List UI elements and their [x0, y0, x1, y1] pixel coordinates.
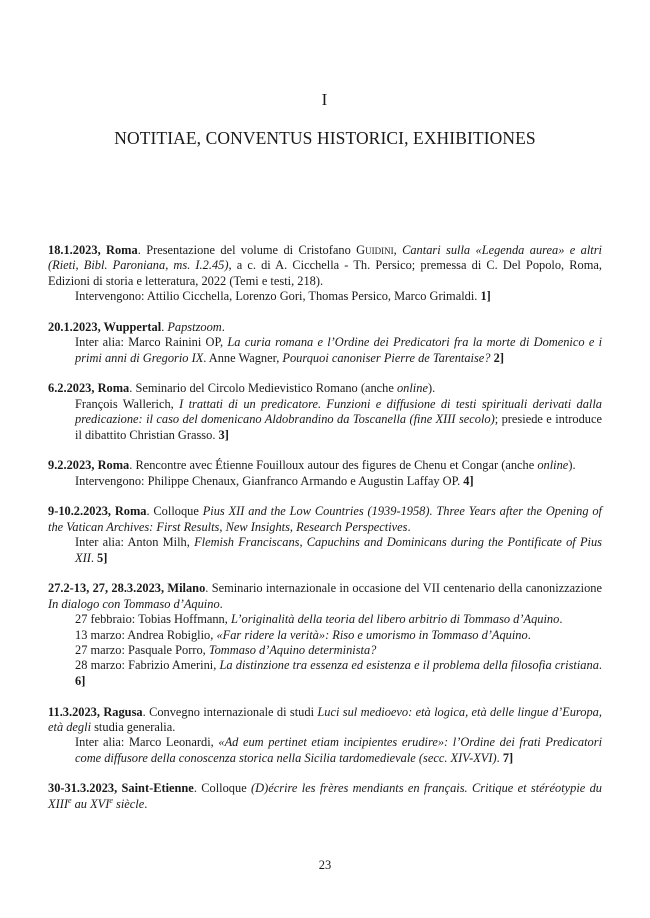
- speaker-line: [48, 735, 602, 766]
- separator: .: [205, 581, 212, 596]
- italic-title-text: au XVI: [71, 796, 110, 811]
- text-segment: ; presiede e introduce il dibattito Christian Grasso.: [75, 412, 602, 442]
- speaker-line: [48, 289, 602, 304]
- text-segment: 27 marzo: Pasquale Porro,: [75, 643, 209, 658]
- speaker-line: [48, 628, 602, 643]
- speaker-line: [48, 474, 602, 489]
- text-segment: .: [219, 596, 223, 611]
- event-date-place: 18.1.2023, Roma: [48, 243, 138, 257]
- text-segment: ).: [568, 458, 576, 473]
- event-entry: [48, 781, 602, 812]
- text-segment: Presentazione del volume di Cristofano: [146, 243, 357, 257]
- separator: .: [129, 458, 136, 473]
- event-list: [48, 243, 602, 828]
- speaker-line: [48, 658, 602, 689]
- separator: .: [129, 381, 136, 396]
- text-segment: . Anne Wagner,: [203, 350, 283, 365]
- chapter-title: NOTITIAE, CONVENTUS HISTORICI, EXHIBITIONES: [114, 128, 536, 148]
- event-header: [48, 458, 602, 473]
- page-number: 23: [318, 858, 332, 872]
- italic-title-text: «Ad eum pertinet etiam incipientes erudire»: l’Ordine dei frati Predicatori come diffusore della conoscenza storica nella Sicilia tardomedievale (secc. XIV-XVI): [75, 735, 603, 765]
- text-segment: 13 marzo: Andrea Robiglio,: [75, 627, 217, 642]
- entry-number: 3]: [218, 427, 229, 442]
- italic-title-text: online: [537, 458, 569, 473]
- event-header: [48, 320, 602, 335]
- separator: .: [137, 243, 147, 257]
- text-segment: Seminario del Circolo Medievistico Romano (anche: [135, 381, 397, 396]
- text-segment: ,: [393, 243, 403, 257]
- separator: .: [161, 319, 168, 334]
- speaker-line: [48, 612, 602, 627]
- event-header: [48, 243, 602, 289]
- text-segment: .: [527, 627, 531, 642]
- italic-title-text: In dialogo con Tommaso d’Aquino: [48, 596, 220, 611]
- event-entry: [48, 320, 602, 366]
- italic-title-text: online: [396, 381, 428, 396]
- separator: .: [193, 781, 202, 796]
- text-segment: Convegno internazionale di studi: [149, 704, 318, 719]
- italic-title-text: e: [109, 795, 113, 805]
- text-segment: Inter alia: Marco Leonardi,: [75, 735, 219, 750]
- entry-number: 6]: [75, 673, 86, 688]
- text-segment: .: [559, 612, 563, 627]
- italic-title-text: (D)écrire les frères mendiants en français. Critique et stéréotypie du XIII: [48, 781, 603, 811]
- italic-title-text: La distinzione tra essenza ed esistenza e il problema della filosofia cristiana: [219, 658, 599, 673]
- entry-number: 4]: [463, 473, 474, 488]
- text-segment: Intervengono: Philippe Chenaux, Gianfranco Armando e Augustin Laffay OP.: [75, 473, 464, 488]
- event-header: [48, 581, 602, 612]
- event-entry: [48, 381, 602, 443]
- text-segment: .: [598, 658, 602, 673]
- event-entry: [48, 243, 602, 305]
- event-date-place: 6.2.2023, Roma: [48, 381, 130, 396]
- italic-title-text: Flemish Franciscans, Capuchins and Dominicans during the Pontificate of Pius XII: [75, 535, 602, 565]
- entry-number: 5]: [97, 550, 108, 565]
- text-segment: Inter alia: Anton Milh,: [75, 535, 195, 550]
- italic-title-text: e: [67, 795, 72, 805]
- italic-title-text: L’originalità della teoria del libero arbitrio di Tommaso d’Aquino: [230, 612, 560, 627]
- text-segment: .: [144, 796, 148, 811]
- event-header: [48, 705, 602, 736]
- event-entry: [48, 458, 602, 489]
- event-header: [48, 504, 602, 535]
- italic-title-text: Pius XII and the Low Countries (1939-1958). Three Years after the Opening of the Vatican Archives: First Results, New Insights, Research Perspectives: [48, 504, 602, 534]
- separator: .: [146, 504, 154, 519]
- text-segment: Intervengono: Attilio Cicchella, Lorenzo Gori, Thomas Persico, Marco Grimaldi.: [75, 289, 481, 304]
- text-segment: Seminario internazionale in occasione del VII centenario della canonizzazione: [211, 581, 602, 596]
- text-segment: François Wallerich,: [75, 396, 180, 411]
- text-segment: studia generalia.: [91, 719, 176, 734]
- text-segment: 27 febbraio: Tobias Hoffmann,: [75, 612, 231, 627]
- chapter-number: I: [321, 90, 329, 109]
- entry-number: 7]: [502, 750, 514, 765]
- italic-title-text: siècle: [112, 796, 145, 811]
- text-segment: .: [90, 550, 98, 565]
- italic-title-text: La curia romana e l’Ordine dei Predicatori fra la morte di Domenico e i primi anni di Gregorio IX: [75, 335, 603, 365]
- event-entry: [48, 581, 602, 689]
- event-date-place: 9-10.2.2023, Roma: [48, 504, 147, 519]
- speaker-line: [48, 535, 602, 566]
- speaker-line: [48, 643, 602, 658]
- text-segment: Rencontre avec Étienne Fouilloux autour des figures de Chenu et Congar (anche: [135, 458, 538, 473]
- text-segment: .: [407, 519, 411, 534]
- text-segment: ).: [427, 381, 436, 396]
- speaker-line: [48, 335, 602, 366]
- italic-title-text: Pourquoi canoniser Pierre de Tarentaise?: [282, 350, 491, 365]
- italic-title-text: Papstzoom: [167, 319, 222, 334]
- entry-number: 2]: [493, 350, 504, 365]
- text-segment: 28 marzo: Fabrizio Amerini,: [75, 658, 220, 673]
- text-segment: Guidini: [356, 243, 394, 257]
- italic-title-text: «Far ridere la verità»: Riso e umorismo in Tommaso d’Aquino: [216, 627, 528, 642]
- event-entry: [48, 504, 602, 566]
- event-date-place: 27.2-13, 27, 28.3.2023, Milano: [48, 581, 206, 596]
- event-date-place: 20.1.2023, Wuppertal: [48, 319, 162, 334]
- text-segment: Colloque: [201, 781, 252, 796]
- event-header: [48, 381, 602, 396]
- italic-title-text: Tommaso d’Aquino determinista?: [208, 643, 377, 658]
- event-header: [48, 781, 602, 812]
- text-segment: .: [221, 319, 225, 334]
- speaker-line: [48, 397, 602, 443]
- event-date-place: 11.3.2023, Ragusa: [48, 704, 143, 719]
- italic-title-text: I trattati di un predicatore. Funzioni e diffusione di testi spirituali derivati dalla predicazione: il caso del domenicano Aldobrandino da Toscanella (fine XIII secolo): [75, 396, 602, 427]
- event-date-place: 9.2.2023, Roma: [48, 458, 130, 473]
- event-entry: [48, 705, 602, 767]
- text-segment: , a c. di A. Cicchella - Th. Persico; premessa di C. Del Popolo, Roma, Edizioni di storia e letteratura, 2022 (Temi e testi, 218).: [48, 258, 602, 288]
- entry-number: 1]: [480, 289, 491, 304]
- italic-title-text: Luci sul medioevo: età logica, età delle lingue d’Europa, età degli: [48, 704, 602, 734]
- event-date-place: 30-31.3.2023, Saint-Etienne: [48, 781, 194, 796]
- text-segment: .: [496, 750, 503, 765]
- text-segment: Inter alia: Marco Rainini OP,: [75, 335, 228, 350]
- text-segment: Colloque: [153, 504, 203, 519]
- separator: .: [142, 704, 150, 719]
- italic-title-text: Cantari sulla «Legenda aurea» e altri (Rieti, Bibl. Paroniana, ms. I.2.45): [48, 243, 603, 273]
